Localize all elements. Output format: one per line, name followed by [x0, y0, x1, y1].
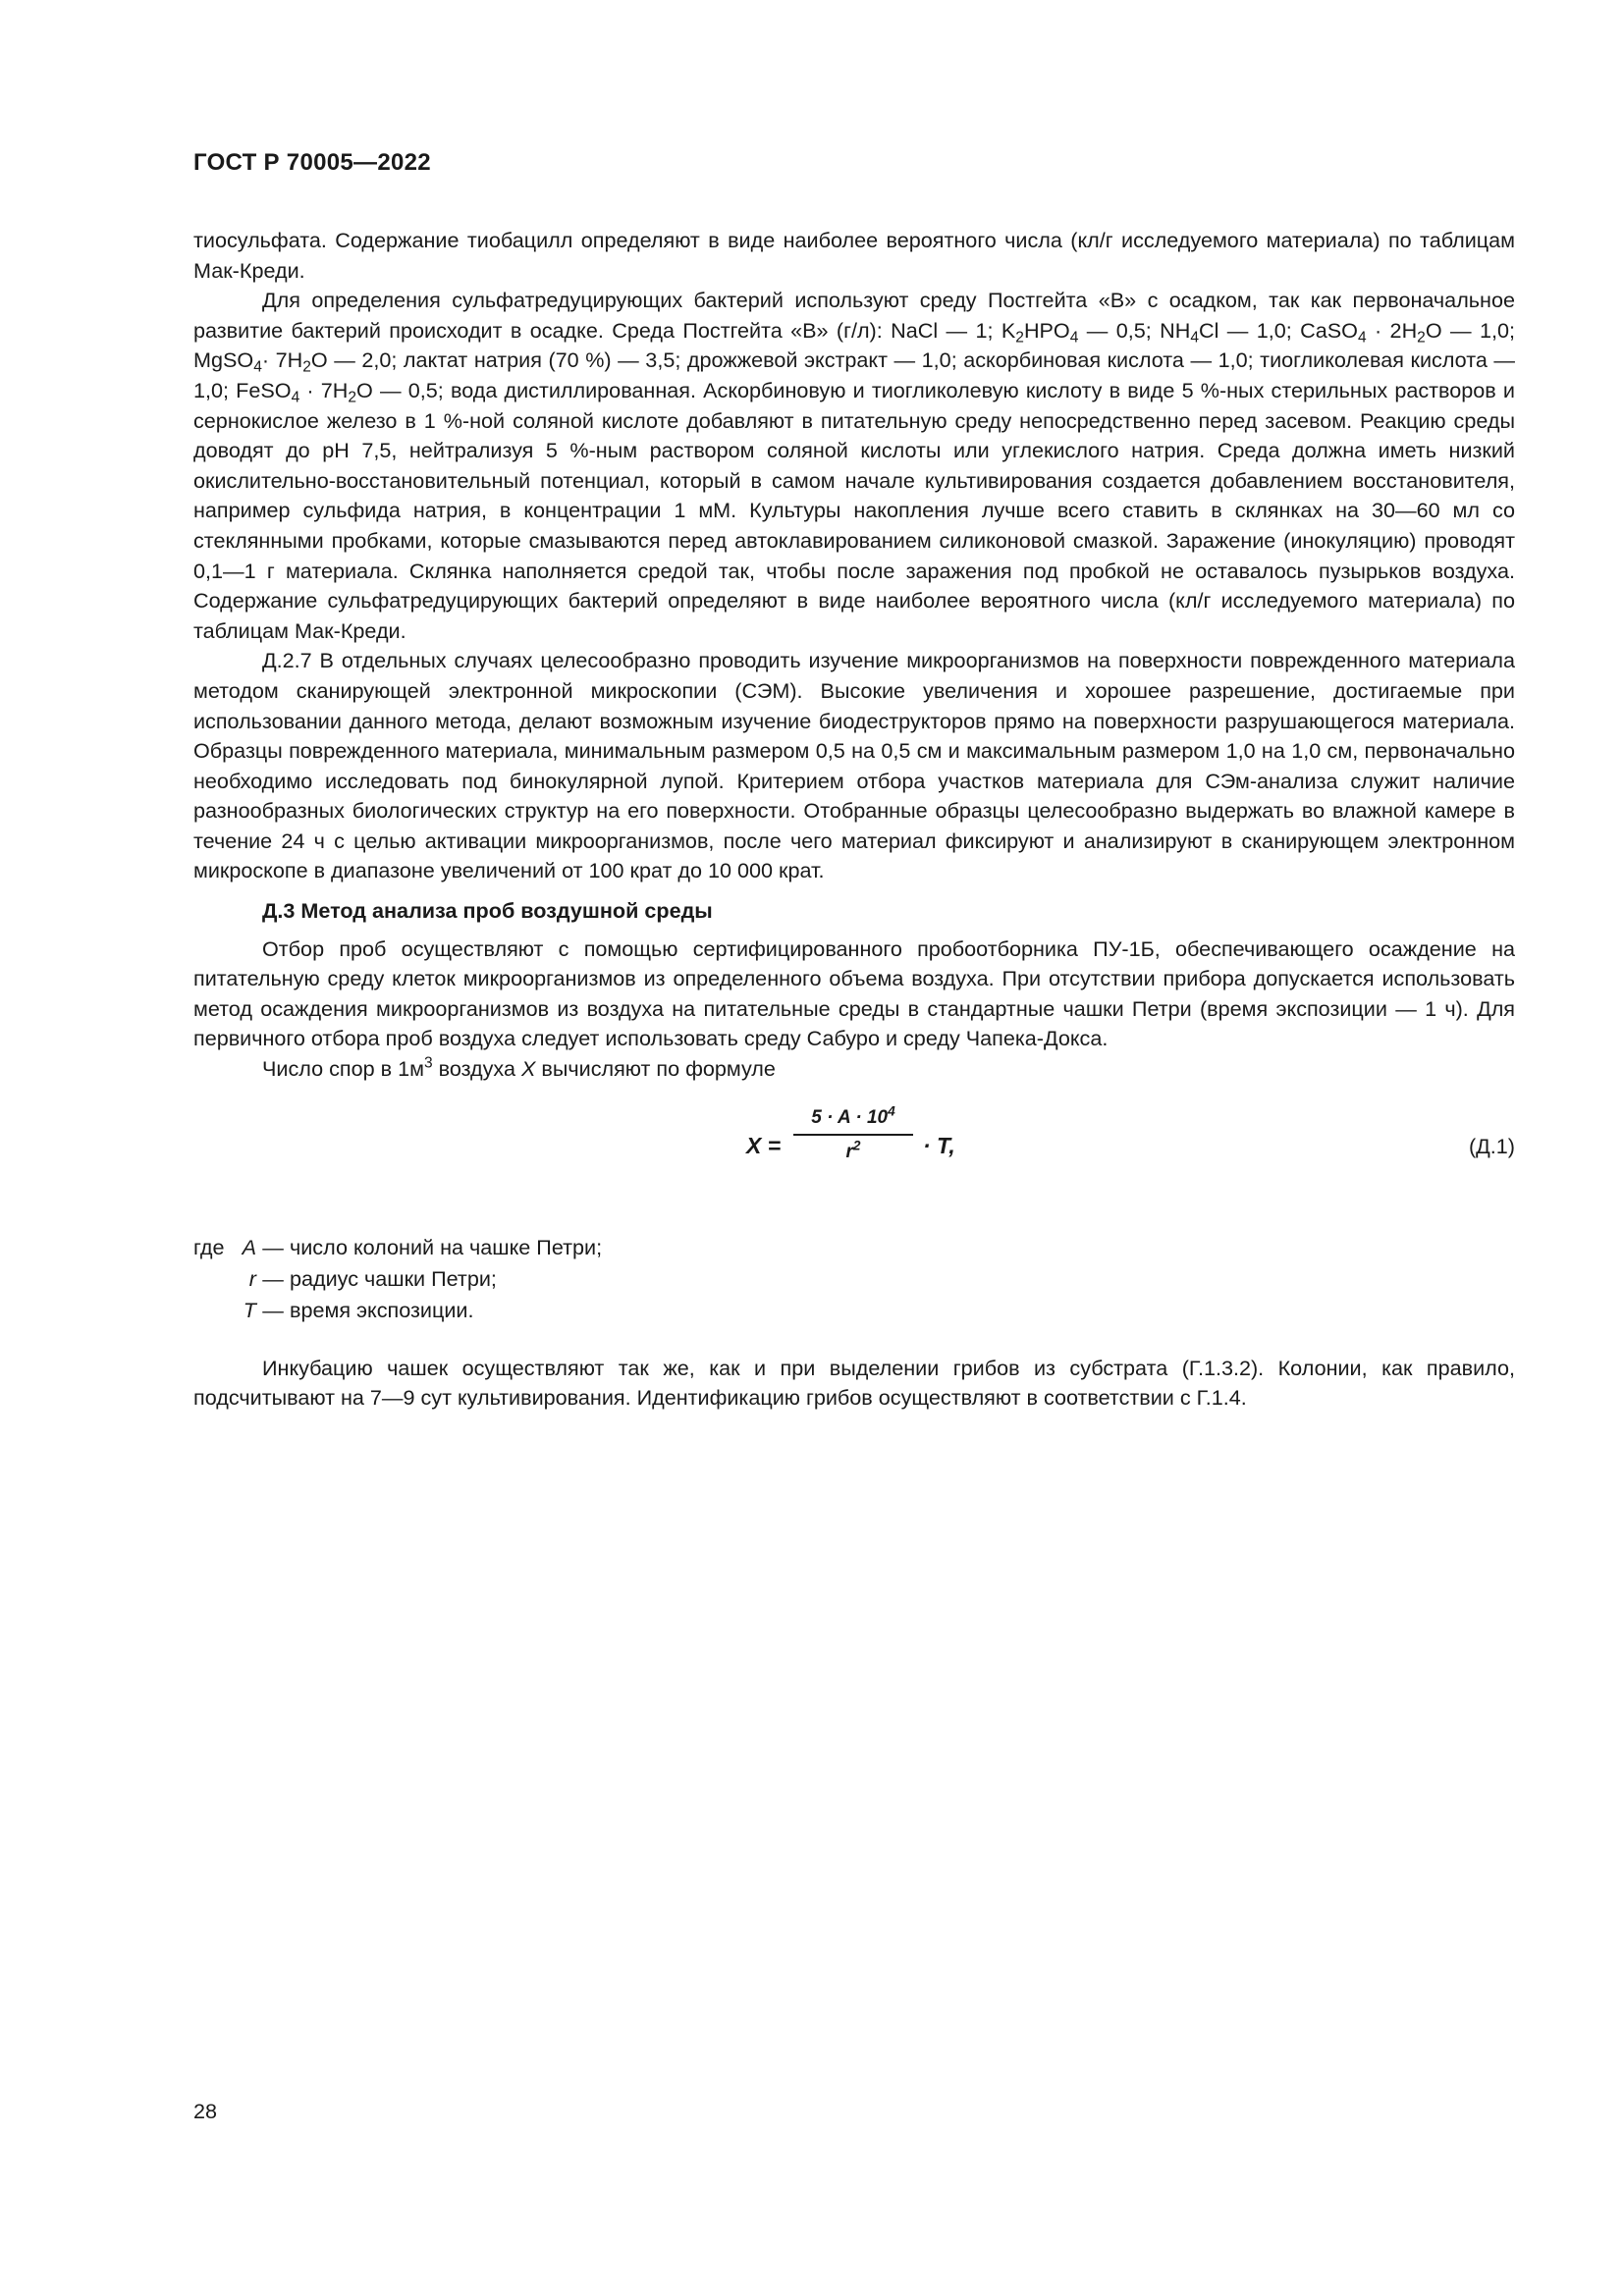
page-number: 28: [193, 2099, 218, 2123]
paragraph-sem-analysis: Д.2.7 В отдельных случаях целесообразно проводить изучение микроорганизмов на поверхности поврежденного материала методом сканирующей электронной микроскопии (СЭМ). Высокие увеличения и хорошее разрешение, достигаемые при использовании данного метода, делают возможным изучение биодеструкторов прямо на поверхности разрушающегося материала. Образцы поврежденного материала, минимальным размером 0,5 на 0,5 см и максимальным размером 1,0 на 1,0 см, первоначально необходимо исследовать под бинокулярной лупой. Критерием отбора участков материала для СЭм-анализа служит наличие разнообразных биологических структур на его поверхности. Отобранные образцы целесообразно выдержать во влажной камере в течение 24 ч с целью активации микроорганизмов, после чего материал фиксируют и анализируют в сканирующем электронном микроскопе в диапазоне увеличений от 100 крат до 10 000 крат.: [193, 648, 1515, 883]
paragraph-incubation: Инкубацию чашек осуществляют так же, как и при выделении грибов из субстрата (Г.1.3.2). Колонии, как правило, подсчитывают на 7—9 сут культивирования. Идентификацию грибов осуществляют в соответствии с Г.1.4.: [193, 1355, 1515, 1411]
definition-prefix: [193, 1263, 231, 1295]
fraction-bar: [793, 1134, 913, 1136]
definition-dash: —: [262, 1234, 284, 1259]
definition-text: время экспозиции.: [290, 1297, 474, 1322]
formula-block: [193, 1104, 1515, 1193]
section-heading-air-analysis: Д.3 Метод анализа проб воздушной среды: [262, 898, 713, 924]
definition-text: число колоний на чашке Петри;: [290, 1234, 603, 1259]
paragraph-thiosulfate: тиосульфата. Содержание тиобацилл определяют в виде наиболее вероятного числа (кл/г исследуемого материала) по таблицам Мак-Креди.: [193, 228, 1515, 283]
paragraph-spore-count: Число спор в $1м^3$ воздуха X вычисляют по формуле: [262, 1054, 776, 1082]
definition-text: радиус чашки Петри;: [290, 1265, 497, 1291]
definition-prefix: [193, 1295, 231, 1326]
paragraph-postgate-medium: Для определения сульфатредуцирующих бактерий используют среду Постгейта «В» с осадком, так как первоначальное развитие бактерий происходит в осадке. Среда Постгейта «В» (г/л): NaCl — 1; $K_2HPO_4$ — 0,5; $NH_4Cl$ — 1,0; CaSO$_4$ · $2H_2O$ — 1,0; MgSO$_4$· $7H_2O$ — 2,0; лактат натрия (70 %) — 3,5; дрожжевой экстракт — 1,0; аскорбиновая кислота — 1,0; тиогликолевая кислота — 1,0; FeSO$_4$ · $7H_2O$ — 0,5; вода дистиллированная. Аскорбиновую и тиогликолевую кислоту в виде 5 %-ных стерильных растворов и сернокислое железо в 1 %-ной соляной кислоте добавляют в питательную среду непосредственно перед засевом. Реакцию среды доводят до рН 7,5, нейтрализуя 5 %-ным раствором соляной кислоты или углекислого натрия. Среда должна иметь низкий окислительно-восстановительный потенциал, который в самом начале культивирования создается добавлением восстановителя, например сульфида натрия, в концентрации 1 мМ. Культуры накопления лучше всего ставить в склянках на 30—60 мл со стеклянными пробками, которые смазываются перед автоклавированием силиконовой смазкой. Заражение (инокуляцию) проводят 0,1—1 г материала. Склянка наполняется средой так, чтобы после заражения под пробкой не оставалось пузырьков воздуха. Содержание сульфатредуцирующих бактерий определяют в виде наиболее вероятного числа (кл/г исследуемого материала) по таблицам Мак-Креди.: [193, 288, 1516, 643]
definition-dash: —: [262, 1297, 284, 1322]
formula-number: (Д.1): [1468, 1133, 1515, 1158]
document-header: ГОСТ Р 70005—2022: [193, 149, 431, 176]
definition-row: [193, 1232, 1515, 1263]
formula-numerator: $5 \cdot A \cdot 10^4$: [811, 1103, 895, 1128]
formula-fraction: [793, 1104, 913, 1166]
spacer: [193, 1326, 1515, 1354]
page-content: [193, 226, 1515, 1414]
definition-symbol: T: [243, 1297, 256, 1322]
paragraph-air-sampling: Отбор проб осуществляют с помощью сертифицированного пробоотборника ПУ-1Б, обеспечивающего осаждение на питательную среду клеток микроорганизмов из определенного объема воздуха. При отсутствии прибора допускается использовать метод осаждения микроорганизмов из воздуха на питательные среды в стандартные чашки Петри (время экспозиции — 1 ч). Для первичного отбора проб воздуха следует использовать среду Сабуро и среду Чапека-Докса.: [193, 935, 1515, 1051]
definition-symbol: A: [242, 1234, 256, 1259]
definition-row: [193, 1295, 1515, 1326]
definition-prefix: где: [193, 1234, 225, 1259]
definition-dash: —: [262, 1265, 284, 1291]
formula-lhs: X =: [746, 1132, 782, 1158]
formula-definitions: [193, 1232, 1515, 1326]
definition-row: [193, 1263, 1515, 1295]
formula-rhs: · T,: [923, 1132, 955, 1158]
definition-symbol: r: [248, 1265, 256, 1291]
formula-denominator: $r^2$: [845, 1138, 861, 1162]
